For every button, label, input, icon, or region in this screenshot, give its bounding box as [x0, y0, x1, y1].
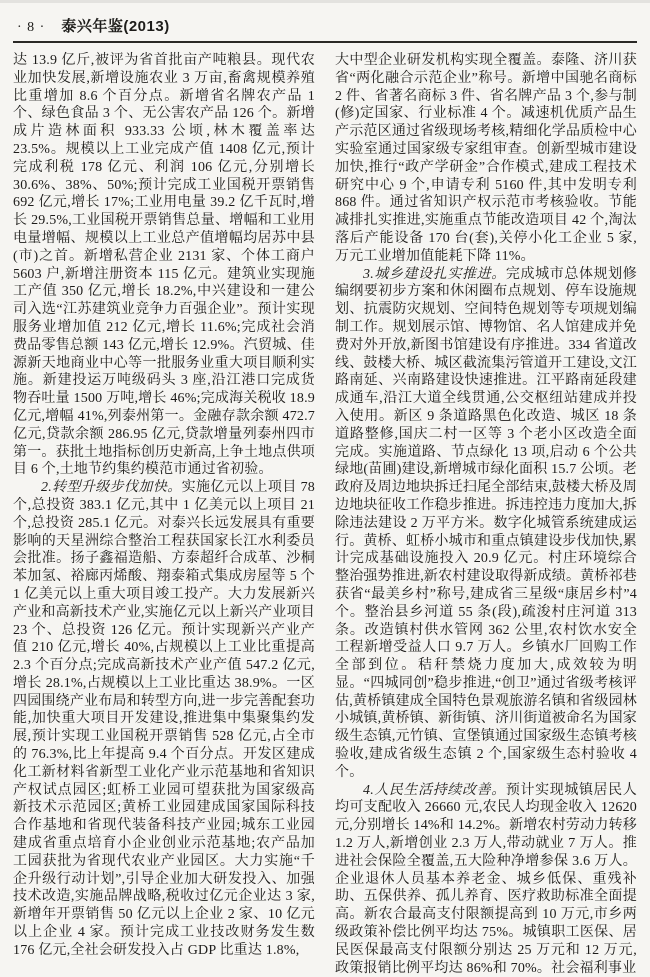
page-header — [13, 7, 637, 43]
text-column-right — [335, 52, 637, 977]
text-column-left — [13, 52, 315, 977]
paragraph-continuation — [13, 52, 315, 479]
paragraph-text: 达 13.9 亿斤,被评为省首批亩产吨粮县。现代农业加快发展,新增设施农业 3 万亩,畜禽规模养殖比重增加 8.6 个百分点。新增省名牌农产品 1 个、绿色食品 3 个、无公害农产品 126 个。新增成片造林面积 933.33 公顷,林木覆盖率达 23.5%。规模以上工业完成产值 1408 亿元,预计完成利税 178 亿元、利润 106 亿元,分别增长 30.6%、38%、50%;预计完成工业国税开票销售 692 亿元,增长 17%;工业用电量 39.2 亿千瓦时,增长 29.5%,工业国税开票销售总量、增幅和工业用电量增幅、规模以上工业总产值增幅均居苏中县(市)之首。新增私营企业 2131 家、个体工商户 5603 户,新增注册资本 115 亿元。建筑业实现施工产值 350 亿元,增长 18.2%,中兴建设和一建公司入选“江苏建筑业竞争力百强企业”。预计实现服务业增加值 212 亿元,增长 11.6%;完成社会消费品零售总额 143 亿元,增长 12.9%。汽贸城、佳源新天地商业中心等一批服务业重大项目顺利实施。新建投运万吨级码头 3 座,沿江港口完成货物吞吐量 1500 万吨,增长 46%;完成海关税收 18.9 亿元,增幅 41%,列泰州第一。金融存款余额 472.7 亿元,贷款余额 286.95 亿元,贷款增量列泰州四市第一。获批土地指标创历史新高,上争土地点供项目 6 个,土地节约集约模范市通过省初验。 — [13, 53, 315, 478]
paragraph-section-4 — [335, 782, 637, 977]
page-number: · 8 · — [17, 20, 46, 35]
yearbook-page — [0, 3, 650, 977]
paragraph-section-3 — [335, 266, 637, 782]
two-column-text-body — [13, 52, 637, 977]
paragraph-text: 预计实现城镇居民人均可支配收入 26660 元,农民人均现金收入 12620 元,分别增长 14%和 14.2%。新增农村劳动力转移 1.2 万人,新增创业 2.3 万人,带动就业 7 万人。推进社会保险全覆盖,五大险种净增参保 3.6 万人。企业退休人员基本养老金、城乡低保、重残补助、五保供养、孤儿养育、医疗救助标准全面提高。新农合最高支付限额提高到 10 万元,市乡两级政策补偿比例平均达 75%。城镇职工医保、居民医保最高支付限额分别达 25 万元和 12 万元,政策报销比例平均达 86%和 70%。社会福利事业 — [335, 782, 637, 976]
journal-title: 泰兴年鉴(2013) — [61, 18, 170, 35]
paragraph-text: 完成城市总体规划修编纲要初步方案和休闲圈布点规划、停车设施规划、抗震防灾规划、空间特色规划等专项规划编制工作。规划展示馆、博物馆、名人馆建成并免费对外开放,新图书馆建设有序推进。334 省道改线、鼓楼大桥、城区截流集污管道开工建设,文江路南延、兴南路建设快速推进。江平路南延段建成通车,沿江大道全线贯通,公交枢纽站建成并投入使用。新区 9 条道路黑色化改造、城区 18 条道路整修,国庆二村一区等 3 个老小区改造全面完成。实施道路、节点绿化 13 项,启动 6 个公共绿地(苗圃)建设,新增城市绿化面积 15.7 公顷。老政府及周边地块拆迁扫尾全部结束,鼓楼大桥及周边地块征收工作稳步推进。拆违控违力度加大,拆除违法建设 2 万平方米。数字化城管系统建成运行。黄桥、虹桥小城市和重点镇建设步伐加快,累计完成基础设施投入 20.9 亿元。村庄环境综合整治强势推进,新农村建设取得新成绩。黄桥祁巷获省“最美乡村”称号,建成省三星级“康居乡村”4 个。整治县乡河道 55 条(段),疏浚村庄河道 313 条。改造镇村供水管网 362 公里,农村饮水安全工程新增受益人口 9.7 万人。乡镇水厂回购工作全部到位。秸秆禁烧力度加大,成效较为明显。“四城同创”稳步推进,“创卫”通过省级考核评估,黄桥镇建成全国特色景观旅游名镇和省级园林小城镇,黄桥镇、新街镇、济川街道被命名为国家级生态镇,元竹镇、宣堡镇通过国家级生态镇考核验收,建成省级生态镇 2 个,国家级生态村验收 4 个。 — [335, 266, 637, 780]
section-heading: 2.转型升级步伐加快。 — [41, 480, 182, 496]
paragraph-text: 实施亿元以上项目 78 个,总投资 383.1 亿元,其中 1 亿美元以上项目 21 个,总投资 285.1 亿元。对泰兴长远发展具有重要影响的天星洲综合整治工程获国家长江水利委员会批准。扬子鑫福造船、方泰超纤合成革、沙桐苯加氢、裕廊丙烯酸、翔泰箱式集成房屋等 5 个 1 亿美元以上重大项目竣工投产。大力发展新兴产业和高新技术产业,实施亿元以上新兴产业项目 23 个、总投资 126 亿元。预计实现新兴产业产值 210 亿元,增长 40%,占规模以上工业比重提高 2.3 个百分点;完成高新技术产业产值 547.2 亿元,增长 28.1%,占规模以上工业比重达 38.9%。一区四园围绕产业布局和转型方向,进一步完善配套功能,加快重大项目开发建设,推进集中集聚集约发展,预计实现工业国税开票销售 528 亿元,占全市的 76.3%,比上年提高 9.4 个百分点。开发区建成化工新材料省新型工业化产业示范基地和省知识产权试点园区;虹桥工业园可望获批为国家级高新技术示范园区;黄桥工业园建成国家国际科技合作基地和省现代装备科技产业园;城东工业园建成省重点培育小企业创业示范基地;农产品加工园获批为省现代农业产业园区。大力实施“千企升级行动计划”,引导企业加大研发投入、加强技术改造,实施品牌战略,税收过亿元企业达 3 家,新增年开票销售 50 亿元以上企业 2 家、10 亿元以上企业 4 家。预计完成工业技改财务发生数 176 亿元,全社会研发投入占 GDP 比重达 1.8%, — [13, 480, 315, 958]
paragraph-continuation — [335, 52, 637, 266]
section-heading: 3.城乡建设扎实推进。 — [363, 266, 506, 282]
paragraph-section-2 — [13, 479, 315, 960]
paragraph-text: 大中型企业研发机构实现全覆盖。泰隆、济川获省“两化融合示范企业”称号。新增中国驰名商标 2 件、省著名商标 3 件、省名牌产品 3 个,参与制(修)定国家、行业标准 4 个。减速机优质产品生产示范区通过省级现场考核,精细化学品质检中心实验室通过国家级专家组审查。创新型城市建设加快,推行“政产学研金”合作模式,建成工程技术研究中心 9 个,申请专利 5160 件,其中发明专利 868 件。通过省知识产权示范市考核验收。节能减排扎实推进,实施重点节能改造项目 42 个,淘汰落后产能设备 170 台(套),关停小化工企业 5 家,万元工业增加值能耗下降 11%。 — [335, 53, 637, 264]
section-heading: 4.人民生活持续改善。 — [363, 782, 506, 798]
